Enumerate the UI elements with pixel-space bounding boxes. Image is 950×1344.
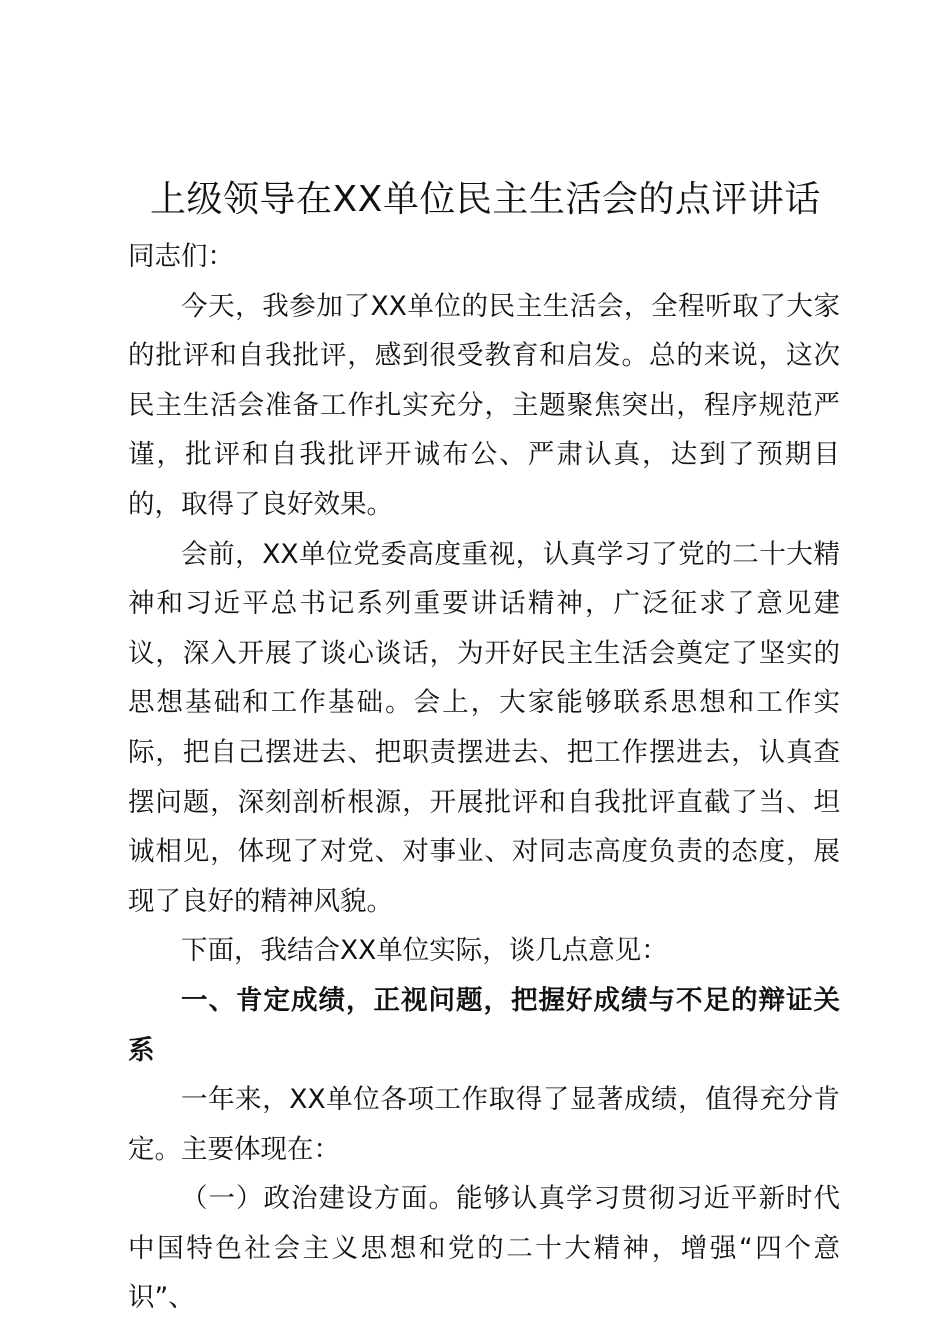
- document-body: [128, 232, 840, 1323]
- paragraph-achievements: 一年来，XX单位各项工作取得了显著成绩，值得充分肯定。主要体现在：: [128, 1084, 840, 1165]
- paragraph-political-building: （一）政治建设方面。能够认真学习贯彻习近平新时代中国特色社会主义思想和党的二十大精神，增强“四个意识”、: [128, 1183, 840, 1314]
- paragraph-transition: 下面，我结合XX单位实际，谈几点意见：: [181, 935, 668, 967]
- section-heading: 一、肯定成绩，正视问题，把握好成绩与不足的辩证关系: [128, 984, 840, 1066]
- paragraph-preparation: 会前，XX单位党委高度重视，认真学习了党的二十大精神和习近平总书记系列重要讲话精神，广泛征求了意见建议，深入开展了谈心谈话，为开好民主生活会奠定了坚实的思想基础和工作基础。会上，大家能够联系思想和工作实际，把自己摆进去、把职责摆进去、把工作摆进去，认真查摆问题，深刻剖析根源，开展批评和自我批评直截了当、坦诚相见，体现了对党、对事业、对同志高度负责的态度，展现了良好的精神风貌。: [128, 538, 840, 917]
- document-title: 上级领导在XX单位民主生活会的点评讲话: [150, 179, 821, 220]
- salutation: 同志们：: [128, 241, 234, 272]
- paragraph-opening: 今天，我参加了XX单位的民主生活会，全程听取了大家的批评和自我批评，感到很受教育和启发。总的来说，这次民主生活会准备工作扎实充分，主题聚焦突出，程序规范严谨，批评和自我批评开诚布公、严肃认真，达到了预期目的，取得了良好效果。: [128, 290, 840, 520]
